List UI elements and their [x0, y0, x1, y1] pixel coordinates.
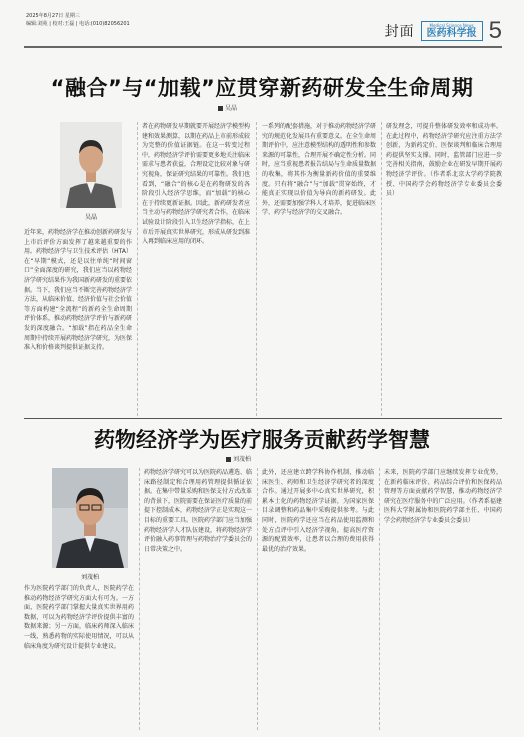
article1-column-4: 研发理念，可提升整体研发效率和成功率。在此过程中，药物经济学研究应注重方法学创新，为新药定价、医保谈判和临床合理用药提供坚实支撑。同时，监管部门应进一步完善相关指南，鼓励企业在研发早期开展药物经济学评价。（作者系北京大学药学院教授、中国药学会药物经济学专业委员会委员）	[386, 123, 502, 198]
column-divider	[256, 122, 257, 416]
column-divider	[137, 122, 138, 416]
article2-column-1: 作为医院药学部门的负责人，医院药学在推动药物经济学研究方面大有可为。一方面，医院药学部门掌握大量真实世界用药数据，可以为药物经济学评价提供丰富的数据来源；另一方面，临床药师深入临床一线，熟悉药物的实际使用情况，可以从临床角度为研究设计提供专业建议。	[24, 585, 134, 650]
section-label: 封面	[384, 24, 415, 40]
article2-column-3: 此外，还应建立跨学科协作机制，推动临床医生、药师和卫生经济学研究者的深度合作。通过开展多中心真实世界研究，积累本土化的药物经济学证据，为国家医保目录调整和药品集中采购提供参考。与此同时，医院药学还应当在药品使用监测和处方点评中引入经济学视角，提高医疗资源的配置效率，让患者以合理的费用获得最优的治疗效果。	[262, 469, 374, 553]
article1-column-1: 近年来，药物经济学在推动创新药研发与上市后评价方面发挥了越来越重要的作用。药物经济学与卫生技术评估（HTA）在“早期”模式，还是以往单纯“时间窗口”全面深度的研究，我们应当以药物经济学研究结果作为我国新药研发的重要依据。当下，我们应当不断完善药物经济学方法，从临床价值、经济价值与社会价值等方面构建“全流程”的新药全生命周期评价体系，推动药物经济学评价与新药研发的深度融合。“加载”指在药品全生命周期中持续开展药物经济学研究，为医保准入和价格谈判提供证据支持。	[24, 229, 132, 352]
page-number: 5	[488, 17, 502, 44]
masthead	[0, 0, 524, 46]
byline-marker-icon	[226, 457, 231, 462]
logo-cn: 医药科学报	[426, 28, 477, 39]
article2-photo-caption: 刘茂柏	[80, 574, 99, 581]
article1-byline	[218, 103, 237, 112]
article1-column-3: 一系列的配套措施，对于推动药物经济学研究的规范化发展具有重要意义。在全生命周期评价中，应注意模型结构的透明性和参数来源的可靠性，合理开展不确定性分析。同时，应当重视患者报告结局与生命质量数据的收集，将其作为衡量新药价值的重要维度。只有将“融合”与“加载”贯穿始终，才能真正实现以价值为导向的新药研发。此外，还需要加强学科人才培养，促进临床医学、药学与经济学的交叉融合。	[262, 123, 376, 217]
date-line: 2025年8月27日 星期三	[26, 13, 80, 19]
article2-author: 刘茂柏	[233, 456, 252, 463]
article2-title: 药物经济学为医疗服务贡献药学智慧	[94, 428, 430, 452]
masthead-info	[26, 12, 130, 28]
article2-column-2: 药物经济学研究可以为医院药品遴选、临床路径制定和合理用药管理提供循证依据。在集中带量采购和医保支付方式改革的背景下，医院需要在保证医疗质量的前提下控制成本，药物经济学正是实现这一目标的重要工具。医院药学部门应当加强药物经济学人才队伍建设，将药物经济学评价融入药事管理与药物治疗学委员会的日常决策之中。	[144, 469, 252, 553]
portrait-icon	[52, 468, 128, 568]
article1-column-2: 者在药物研发早期就要开展经济学模型构建和效果测算，以期在药品上市前形成较为完整的价值证据链。在这一转变过程中，药物经济学评价需要更多地关注临床需求与患者获益，合理设定比较对象与研究视角，保证研究结果的可靠性。我们也看到，“融合”的核心是在药物研发的各阶段引入经济学思维，而“加载”的核心在于持续更新证据。因此，新药研发者应当主动与药物经济学研究者合作，在临床试验设计阶段引入卫生经济学指标，在上市后开展真实世界研究，形成从研发到准入再到临床应用的闭环。	[142, 123, 250, 246]
article1-author-photo	[60, 122, 122, 208]
column-divider	[381, 122, 382, 416]
article2-column-4: 未来，医院药学部门应继续发挥专业优势，在新药临床评价、药品综合评价和医保药品管理等方面贡献药学智慧，推动药物经济学研究在医疗服务中的广泛应用。（作者系福建医科大学附属协和医院药学部主任、中国药学会药物经济学专业委员会委员）	[384, 469, 502, 524]
article2-author-photo	[52, 468, 128, 568]
byline-marker-icon	[218, 106, 223, 111]
column-divider	[257, 468, 258, 730]
edit-line: 编辑:刘苑 | 校对:王磊 | 电话:(010)82056201	[26, 21, 130, 27]
column-divider	[379, 468, 380, 730]
article1-photo-caption: 吴晶	[84, 214, 97, 221]
logo-en: Medical Science News	[429, 23, 474, 28]
article-divider	[24, 418, 502, 419]
newspaper-logo	[421, 21, 483, 41]
article2-byline	[226, 454, 251, 463]
column-divider	[139, 468, 140, 730]
masthead-right	[385, 17, 502, 45]
article1-author: 吴晶	[225, 105, 238, 112]
portrait-icon	[60, 122, 122, 208]
article1-title: “融合”与“加载”应贯穿新药研发全生命周期	[50, 76, 474, 100]
masthead-rule	[24, 46, 502, 48]
